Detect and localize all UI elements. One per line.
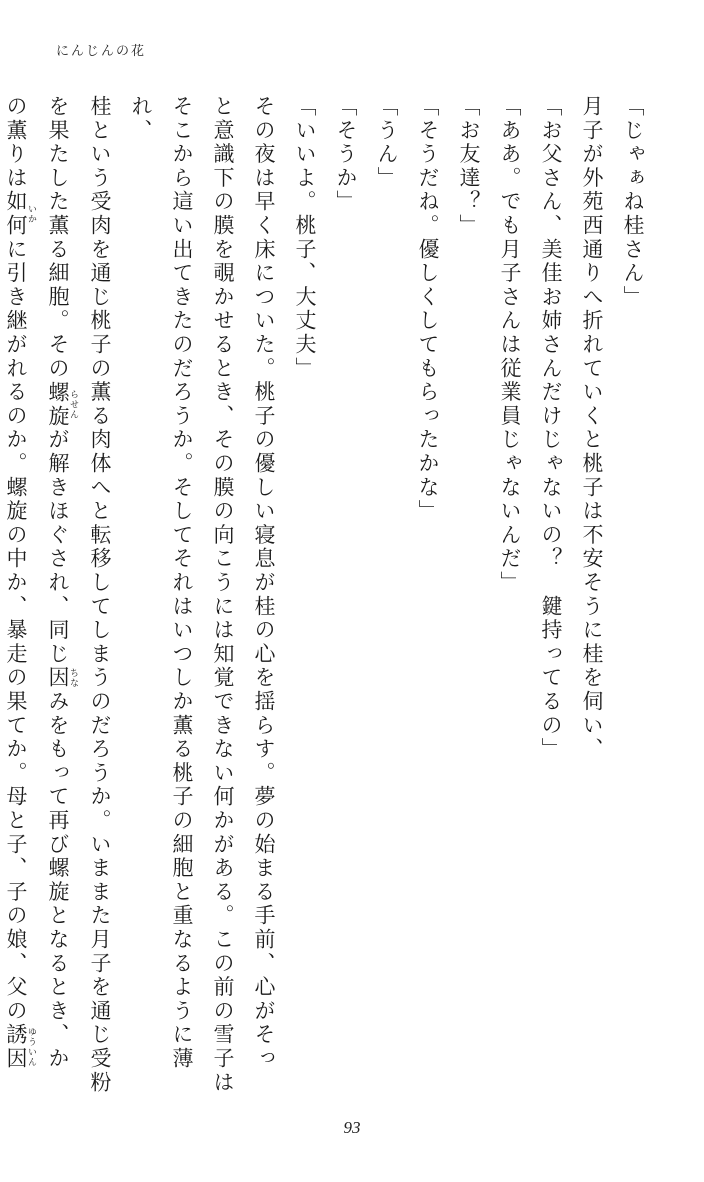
text-column: 「お友達？」 xyxy=(457,95,481,238)
text-column: 月子が外苑西通りへ折れていくと桃子は不安そうに桂を伺い、 xyxy=(580,95,604,762)
text-column: 桂という受肉を通じ桃子の薫る肉体へと転移してしまうのだろうか。いままた月子を通じ受粉 xyxy=(88,95,112,1095)
text-column: 「じゃぁね桂さん」 xyxy=(621,95,645,310)
ruby-annotated-word: 如何 いか xyxy=(4,190,37,238)
text-column: の薫りは如何 いかに引き継がれるのか。螺旋の中か、暴走の果てか。母と子、子の娘、父の誘因 ゆういん xyxy=(4,95,37,1071)
text-column: その夜は早く床についた。桃子の優しい寝息が桂の心を揺らす。夢の始まる手前、心がそっ xyxy=(252,95,276,1071)
page-number: 93 xyxy=(343,1118,361,1137)
text-column: 「お父さん、美佳お姉さんだけじゃないの？ 鍵持ってるの」 xyxy=(539,95,563,762)
ruby-annotated-word: 誘因 ゆういん xyxy=(4,1023,37,1071)
text-block xyxy=(0,95,653,1100)
text-column: 「うん」 xyxy=(375,95,399,191)
ruby-annotated-word: 螺旋 らせん xyxy=(46,380,79,429)
text-column: 「ああ。でも月子さんは従業員じゃないんだ」 xyxy=(498,95,522,595)
text-column: と意識下の膜を覗かせるとき、その膜の向こうには知覚できない何かがある。この前の雪子は xyxy=(211,95,235,1095)
text-column: 「いいよ。桃子、大丈夫」 xyxy=(293,95,317,381)
ruby-annotated-word: 因 ちな xyxy=(46,666,79,691)
text-column: そこから這い出てきたのだろうか。そしてそれはいつしか薫る桃子の細胞と重なるように薄れ、 xyxy=(129,95,194,1071)
text-column: 「そうか」 xyxy=(334,95,358,214)
text-column: 「そうだね。優しくしてもらったかな」 xyxy=(416,95,440,524)
running-head: にんじんの花 xyxy=(56,43,147,58)
text-column: を果たした薫る細胞。その螺旋 らせんが解きほぐされ、同じ因 ちなみをもって再び螺旋となるとき、か xyxy=(46,95,79,1071)
